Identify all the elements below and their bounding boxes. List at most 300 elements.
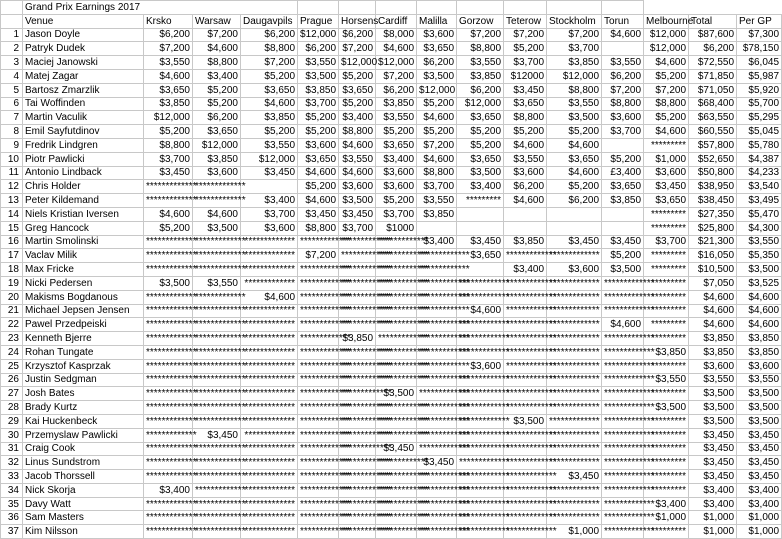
earnings-cell[interactable]: $3,500 <box>193 221 241 235</box>
earnings-cell[interactable]: ************* <box>339 511 376 525</box>
earnings-cell[interactable]: ************* <box>504 525 547 539</box>
earnings-cell[interactable]: $78,150 <box>737 42 782 56</box>
earnings-cell[interactable]: $5,200 <box>298 125 339 139</box>
earnings-cell[interactable]: $3,550 <box>737 373 782 387</box>
row-number[interactable]: 26 <box>1 373 23 387</box>
earnings-cell[interactable]: ************* <box>376 235 417 249</box>
earnings-cell[interactable]: $3,650 <box>457 249 504 263</box>
earnings-cell[interactable]: $3,850 <box>644 345 689 359</box>
earnings-cell[interactable]: ************* <box>193 470 241 484</box>
earnings-cell[interactable]: ************* <box>376 249 417 263</box>
earnings-cell[interactable]: ************* <box>241 373 298 387</box>
earnings-cell[interactable]: ************* <box>376 276 417 290</box>
earnings-cell[interactable]: ************* <box>504 442 547 456</box>
earnings-cell[interactable]: $3,850 <box>689 345 737 359</box>
earnings-cell[interactable]: $3,550 <box>504 152 547 166</box>
earnings-cell[interactable]: ************* <box>241 304 298 318</box>
column-header[interactable]: Cardiff <box>376 14 417 28</box>
rider-name[interactable]: Krzysztof Kasprzak <box>23 359 144 373</box>
earnings-cell[interactable]: $3,500 <box>602 263 644 277</box>
earnings-cell[interactable]: $12,000 <box>376 56 417 70</box>
earnings-cell[interactable]: $12,000 <box>457 97 504 111</box>
earnings-cell[interactable]: ********* <box>644 304 689 318</box>
earnings-cell[interactable]: ************* <box>547 276 602 290</box>
earnings-cell[interactable]: $5,200 <box>298 111 339 125</box>
rider-name[interactable]: Kenneth Bjerre <box>23 332 144 346</box>
column-header[interactable]: Total <box>689 14 737 28</box>
earnings-cell[interactable]: ************* <box>144 470 193 484</box>
earnings-cell[interactable]: ************* <box>547 304 602 318</box>
earnings-cell[interactable]: ************* <box>376 318 417 332</box>
earnings-cell[interactable]: $3,400 <box>457 180 504 194</box>
earnings-cell[interactable]: ************* <box>602 290 644 304</box>
column-header[interactable]: Teterow <box>504 14 547 28</box>
earnings-cell[interactable]: $3,450 <box>737 442 782 456</box>
earnings-cell[interactable] <box>457 221 504 235</box>
earnings-cell[interactable]: $3,450 <box>547 235 602 249</box>
earnings-cell[interactable]: ************* <box>602 387 644 401</box>
earnings-cell[interactable]: ************* <box>339 442 376 456</box>
earnings-cell[interactable]: $5,920 <box>737 83 782 97</box>
earnings-cell[interactable]: $5,200 <box>339 97 376 111</box>
earnings-cell[interactable]: ************* <box>417 373 457 387</box>
earnings-cell[interactable]: $5,295 <box>737 111 782 125</box>
earnings-cell[interactable]: $3,650 <box>547 152 602 166</box>
earnings-cell[interactable]: ************* <box>339 290 376 304</box>
earnings-cell[interactable]: ************* <box>417 290 457 304</box>
earnings-cell[interactable]: $5,200 <box>417 125 457 139</box>
earnings-cell[interactable]: $6,200 <box>193 111 241 125</box>
earnings-cell[interactable]: $4,600 <box>602 28 644 42</box>
earnings-cell[interactable]: $5,350 <box>737 249 782 263</box>
rider-name[interactable]: Max Fricke <box>23 263 144 277</box>
earnings-cell[interactable]: $3,600 <box>689 359 737 373</box>
earnings-cell[interactable]: ************* <box>602 511 644 525</box>
earnings-cell[interactable]: $6,200 <box>417 56 457 70</box>
earnings-cell[interactable] <box>504 207 547 221</box>
earnings-cell[interactable]: $5,200 <box>644 69 689 83</box>
earnings-cell[interactable]: $3,550 <box>417 194 457 208</box>
earnings-cell[interactable]: ************* <box>457 497 504 511</box>
earnings-cell[interactable]: ************* <box>602 497 644 511</box>
earnings-cell[interactable]: ************* <box>547 290 602 304</box>
earnings-cell[interactable]: $4,600 <box>689 318 737 332</box>
earnings-cell[interactable]: ************* <box>602 470 644 484</box>
earnings-cell[interactable]: ************* <box>547 497 602 511</box>
earnings-cell[interactable]: ************* <box>547 414 602 428</box>
earnings-cell[interactable]: ************* <box>193 414 241 428</box>
earnings-cell[interactable]: $3,650 <box>241 83 298 97</box>
earnings-cell[interactable]: ************* <box>241 249 298 263</box>
earnings-cell[interactable]: ************* <box>241 359 298 373</box>
earnings-cell[interactable]: $8,800 <box>144 138 193 152</box>
earnings-cell[interactable]: $5,200 <box>602 249 644 263</box>
earnings-cell[interactable]: $8,800 <box>457 42 504 56</box>
earnings-cell[interactable]: $6,200 <box>689 42 737 56</box>
earnings-cell[interactable]: ************* <box>547 511 602 525</box>
earnings-cell[interactable]: $3,550 <box>644 373 689 387</box>
earnings-cell[interactable]: ************* <box>298 525 339 539</box>
earnings-cell[interactable]: ************* <box>504 497 547 511</box>
earnings-cell[interactable]: ************* <box>339 304 376 318</box>
earnings-cell[interactable]: ************* <box>376 497 417 511</box>
earnings-cell[interactable]: $3,550 <box>241 138 298 152</box>
earnings-cell[interactable]: $3,850 <box>504 235 547 249</box>
earnings-cell[interactable]: ************* <box>298 276 339 290</box>
earnings-cell[interactable]: $4,600 <box>193 207 241 221</box>
earnings-cell[interactable]: ********* <box>644 249 689 263</box>
rider-name[interactable]: Emil Sayfutdinov <box>23 125 144 139</box>
earnings-cell[interactable]: ************* <box>602 401 644 415</box>
earnings-cell[interactable]: $6,200 <box>547 194 602 208</box>
earnings-cell[interactable]: $4,600 <box>602 318 644 332</box>
earnings-cell[interactable]: $3,850 <box>737 332 782 346</box>
earnings-cell[interactable]: $3,850 <box>547 56 602 70</box>
earnings-cell[interactable]: $3,650 <box>144 83 193 97</box>
earnings-cell[interactable]: ************* <box>376 511 417 525</box>
earnings-cell[interactable]: $3,850 <box>737 345 782 359</box>
row-number[interactable]: 10 <box>1 152 23 166</box>
earnings-cell[interactable]: ************* <box>602 428 644 442</box>
earnings-cell[interactable]: ************* <box>339 345 376 359</box>
row-number[interactable]: 31 <box>1 442 23 456</box>
rider-name[interactable]: Michael Jepsen Jensen <box>23 304 144 318</box>
rider-name[interactable]: Kim Nilsson <box>23 525 144 539</box>
earnings-cell[interactable]: $3,850 <box>339 332 376 346</box>
rider-name[interactable]: Sam Masters <box>23 511 144 525</box>
earnings-cell[interactable]: $8,000 <box>376 28 417 42</box>
earnings-cell[interactable]: $5,200 <box>241 125 298 139</box>
earnings-cell[interactable]: ********* <box>644 276 689 290</box>
earnings-cell[interactable]: ************* <box>504 359 547 373</box>
column-header[interactable]: Daugavpils <box>241 14 298 28</box>
earnings-cell[interactable]: $3,700 <box>602 125 644 139</box>
row-number[interactable]: 17 <box>1 249 23 263</box>
earnings-cell[interactable]: ************* <box>339 401 376 415</box>
earnings-cell[interactable]: ********* <box>644 414 689 428</box>
earnings-cell[interactable]: $3,450 <box>737 470 782 484</box>
earnings-cell[interactable]: ************* <box>457 345 504 359</box>
earnings-cell[interactable]: ************* <box>602 373 644 387</box>
earnings-cell[interactable]: $5,700 <box>737 97 782 111</box>
earnings-cell[interactable]: ************* <box>339 456 376 470</box>
earnings-cell[interactable]: $4,600 <box>417 152 457 166</box>
cell[interactable] <box>602 1 644 15</box>
earnings-cell[interactable]: $6,200 <box>504 180 547 194</box>
earnings-cell[interactable]: $5,200 <box>644 111 689 125</box>
row-number[interactable]: 37 <box>1 525 23 539</box>
earnings-cell[interactable]: $3,400 <box>376 152 417 166</box>
earnings-cell[interactable]: ************* <box>193 345 241 359</box>
earnings-cell[interactable]: $3,400 <box>144 483 193 497</box>
earnings-cell[interactable]: ************* <box>417 387 457 401</box>
earnings-cell[interactable]: $8,800 <box>547 83 602 97</box>
earnings-cell[interactable]: $3,600 <box>298 138 339 152</box>
row-number[interactable]: 13 <box>1 194 23 208</box>
rider-name[interactable]: Brady Kurtz <box>23 401 144 415</box>
column-header[interactable]: Venue <box>23 14 144 28</box>
rider-name[interactable]: Jason Doyle <box>23 28 144 42</box>
earnings-cell[interactable]: ************* <box>241 235 298 249</box>
earnings-cell[interactable]: ************* <box>457 387 504 401</box>
earnings-cell[interactable]: ************* <box>457 332 504 346</box>
earnings-cell[interactable]: ************* <box>504 290 547 304</box>
earnings-cell[interactable]: $12,000 <box>193 138 241 152</box>
rider-name[interactable]: Matej Zagar <box>23 69 144 83</box>
earnings-cell[interactable]: ************* <box>193 511 241 525</box>
earnings-cell[interactable]: ************* <box>376 345 417 359</box>
earnings-cell[interactable] <box>602 138 644 152</box>
earnings-cell[interactable]: $4,600 <box>241 97 298 111</box>
earnings-cell[interactable]: ************* <box>193 525 241 539</box>
earnings-cell[interactable]: ************* <box>339 373 376 387</box>
earnings-cell[interactable]: ********* <box>644 428 689 442</box>
earnings-cell[interactable]: $3,650 <box>339 83 376 97</box>
earnings-cell[interactable]: ************* <box>417 401 457 415</box>
earnings-cell[interactable]: ************* <box>193 387 241 401</box>
earnings-cell[interactable]: $5,200 <box>376 194 417 208</box>
earnings-cell[interactable]: ************* <box>547 428 602 442</box>
earnings-cell[interactable]: ************* <box>376 332 417 346</box>
earnings-cell[interactable]: $3,500 <box>144 276 193 290</box>
earnings-cell[interactable]: $5,200 <box>457 125 504 139</box>
rider-name[interactable]: Josh Bates <box>23 387 144 401</box>
earnings-cell[interactable]: ************* <box>193 304 241 318</box>
earnings-cell[interactable]: $72,550 <box>689 56 737 70</box>
rider-name[interactable]: Patryk Dudek <box>23 42 144 56</box>
earnings-cell[interactable]: $3,400 <box>417 235 457 249</box>
earnings-cell[interactable]: $3,450 <box>504 83 547 97</box>
earnings-cell[interactable]: ************* <box>298 428 339 442</box>
earnings-cell[interactable]: £3,400 <box>602 166 644 180</box>
earnings-cell[interactable]: $3,700 <box>298 97 339 111</box>
earnings-cell[interactable]: $3,450 <box>737 456 782 470</box>
earnings-cell[interactable]: $3,850 <box>298 83 339 97</box>
earnings-cell[interactable]: ************* <box>504 332 547 346</box>
earnings-cell[interactable]: ************* <box>193 194 241 208</box>
earnings-cell[interactable]: $4,600 <box>689 290 737 304</box>
earnings-cell[interactable]: $4,600 <box>689 304 737 318</box>
earnings-cell[interactable]: $6,200 <box>241 28 298 42</box>
earnings-cell[interactable]: ************* <box>339 276 376 290</box>
column-header[interactable]: Krsko <box>144 14 193 28</box>
earnings-cell[interactable] <box>602 42 644 56</box>
earnings-cell[interactable]: $10,500 <box>689 263 737 277</box>
rider-name[interactable]: Nicki Pedersen <box>23 276 144 290</box>
rider-name[interactable]: Jacob Thorssell <box>23 470 144 484</box>
earnings-cell[interactable]: ************* <box>241 401 298 415</box>
earnings-cell[interactable]: ************* <box>241 318 298 332</box>
earnings-cell[interactable]: $12,000 <box>644 42 689 56</box>
earnings-cell[interactable]: $3,525 <box>737 276 782 290</box>
column-header[interactable]: Prague <box>298 14 339 28</box>
earnings-cell[interactable]: $5,200 <box>417 97 457 111</box>
earnings-cell[interactable]: ********* <box>644 470 689 484</box>
row-number[interactable]: 6 <box>1 97 23 111</box>
earnings-cell[interactable]: $3,650 <box>504 97 547 111</box>
row-number[interactable]: 14 <box>1 207 23 221</box>
earnings-cell[interactable]: ************* <box>144 249 193 263</box>
earnings-cell[interactable]: ************* <box>298 414 339 428</box>
earnings-cell[interactable]: $5,200 <box>376 125 417 139</box>
earnings-cell[interactable]: $7,200 <box>457 28 504 42</box>
earnings-cell[interactable]: $12,000 <box>644 28 689 42</box>
earnings-cell[interactable]: ************* <box>298 497 339 511</box>
earnings-cell[interactable]: $71,050 <box>689 83 737 97</box>
column-header[interactable]: Torun <box>602 14 644 28</box>
earnings-cell[interactable]: $4,600 <box>644 56 689 70</box>
earnings-cell[interactable]: $63,550 <box>689 111 737 125</box>
earnings-cell[interactable]: ************* <box>241 525 298 539</box>
earnings-cell[interactable]: ************* <box>547 373 602 387</box>
earnings-cell[interactable]: $3,650 <box>193 125 241 139</box>
earnings-cell[interactable]: ************* <box>417 497 457 511</box>
cell[interactable] <box>504 1 547 15</box>
row-number[interactable]: 5 <box>1 83 23 97</box>
earnings-cell[interactable]: $3,650 <box>376 138 417 152</box>
earnings-cell[interactable]: ************* <box>144 332 193 346</box>
earnings-cell[interactable]: ************* <box>417 318 457 332</box>
earnings-cell[interactable]: $4,387 <box>737 152 782 166</box>
earnings-cell[interactable]: ************* <box>504 318 547 332</box>
earnings-cell[interactable]: $7,200 <box>644 83 689 97</box>
earnings-cell[interactable]: ************* <box>339 387 376 401</box>
earnings-cell[interactable]: ************* <box>547 387 602 401</box>
earnings-cell[interactable]: $3,600 <box>376 180 417 194</box>
earnings-cell[interactable]: $3,600 <box>737 359 782 373</box>
earnings-cell[interactable]: ************* <box>339 263 376 277</box>
row-number[interactable]: 18 <box>1 263 23 277</box>
earnings-cell[interactable]: ************* <box>144 456 193 470</box>
earnings-cell[interactable]: $5,200 <box>339 69 376 83</box>
earnings-cell[interactable]: $4,600 <box>376 42 417 56</box>
earnings-cell[interactable]: ************* <box>241 332 298 346</box>
earnings-cell[interactable]: $6,200 <box>339 28 376 42</box>
earnings-cell[interactable]: ************* <box>602 442 644 456</box>
earnings-cell[interactable]: $5,987 <box>737 69 782 83</box>
rider-name[interactable]: Greg Hancock <box>23 221 144 235</box>
earnings-cell[interactable]: ************* <box>241 442 298 456</box>
earnings-cell[interactable]: $4,600 <box>241 290 298 304</box>
earnings-cell[interactable]: $7,200 <box>504 28 547 42</box>
earnings-cell[interactable] <box>457 207 504 221</box>
earnings-cell[interactable]: $3,600 <box>376 166 417 180</box>
earnings-cell[interactable]: $3,700 <box>417 180 457 194</box>
earnings-cell[interactable]: $3,450 <box>689 428 737 442</box>
earnings-cell[interactable]: $4,233 <box>737 166 782 180</box>
earnings-cell[interactable]: $4,300 <box>737 221 782 235</box>
earnings-cell[interactable]: ************* <box>376 483 417 497</box>
earnings-cell[interactable]: ************* <box>504 249 547 263</box>
earnings-cell[interactable]: $6,200 <box>144 28 193 42</box>
earnings-cell[interactable]: ************* <box>547 456 602 470</box>
earnings-cell[interactable]: ************* <box>504 304 547 318</box>
earnings-cell[interactable]: ********* <box>644 456 689 470</box>
earnings-cell[interactable]: ************* <box>193 318 241 332</box>
earnings-cell[interactable]: ************* <box>376 290 417 304</box>
earnings-cell[interactable]: $1,000 <box>737 511 782 525</box>
earnings-cell[interactable]: $3,850 <box>417 207 457 221</box>
earnings-cell[interactable]: $5,045 <box>737 125 782 139</box>
column-header[interactable]: Per GP <box>737 14 782 28</box>
earnings-cell[interactable]: $1,000 <box>689 511 737 525</box>
earnings-cell[interactable]: $8,800 <box>193 56 241 70</box>
earnings-cell[interactable]: $3,450 <box>547 470 602 484</box>
earnings-cell[interactable]: $5,200 <box>504 125 547 139</box>
earnings-cell[interactable]: $7,200 <box>417 138 457 152</box>
earnings-cell[interactable]: ************* <box>504 387 547 401</box>
earnings-cell[interactable]: $3,550 <box>339 152 376 166</box>
earnings-cell[interactable]: ************* <box>298 263 339 277</box>
earnings-cell[interactable]: ********* <box>644 483 689 497</box>
earnings-cell[interactable]: ************* <box>376 456 417 470</box>
earnings-cell[interactable]: $7,200 <box>602 83 644 97</box>
cell[interactable] <box>376 1 417 15</box>
earnings-cell[interactable]: $3,700 <box>547 42 602 56</box>
earnings-cell[interactable]: ************* <box>547 345 602 359</box>
rider-name[interactable]: Pawel Przedpeiski <box>23 318 144 332</box>
earnings-cell[interactable]: $57,800 <box>689 138 737 152</box>
earnings-cell[interactable]: $3,540 <box>737 180 782 194</box>
earnings-cell[interactable]: ************* <box>457 414 504 428</box>
earnings-cell[interactable]: $3,550 <box>737 235 782 249</box>
earnings-cell[interactable] <box>417 221 457 235</box>
earnings-cell[interactable]: $3,600 <box>644 166 689 180</box>
earnings-cell[interactable]: ************* <box>504 373 547 387</box>
earnings-cell[interactable]: ************* <box>547 249 602 263</box>
earnings-cell[interactable]: $3,850 <box>376 97 417 111</box>
cell[interactable] <box>1 1 23 15</box>
earnings-cell[interactable]: $3,500 <box>547 111 602 125</box>
rider-name[interactable]: Antonio Lindback <box>23 166 144 180</box>
earnings-cell[interactable]: ************* <box>417 414 457 428</box>
earnings-cell[interactable]: ************* <box>144 304 193 318</box>
earnings-cell[interactable]: ************* <box>376 263 417 277</box>
row-number[interactable]: 27 <box>1 387 23 401</box>
earnings-cell[interactable]: ************* <box>298 442 339 456</box>
earnings-cell[interactable]: ************* <box>144 194 193 208</box>
earnings-cell[interactable]: $3,600 <box>193 166 241 180</box>
earnings-cell[interactable]: $3,550 <box>376 111 417 125</box>
earnings-cell[interactable]: $3,850 <box>457 69 504 83</box>
earnings-cell[interactable]: $7,200 <box>241 56 298 70</box>
rider-name[interactable]: Kai Huckenbeck <box>23 414 144 428</box>
earnings-cell[interactable]: $4,600 <box>417 111 457 125</box>
row-number[interactable]: 22 <box>1 318 23 332</box>
earnings-cell[interactable]: ************* <box>547 483 602 497</box>
earnings-cell[interactable]: ************* <box>298 387 339 401</box>
earnings-cell[interactable]: $6,200 <box>457 83 504 97</box>
earnings-cell[interactable]: ************* <box>602 345 644 359</box>
earnings-cell[interactable]: $3,450 <box>339 207 376 221</box>
earnings-cell[interactable]: $8,800 <box>298 221 339 235</box>
earnings-cell[interactable]: $12,000 <box>547 69 602 83</box>
earnings-cell[interactable]: $3,500 <box>298 69 339 83</box>
earnings-cell[interactable]: ************* <box>376 414 417 428</box>
cell[interactable] <box>417 1 457 15</box>
earnings-cell[interactable]: $5,200 <box>193 97 241 111</box>
rider-name[interactable]: Bartosz Zmarzlik <box>23 83 144 97</box>
column-header[interactable]: Warsaw <box>193 14 241 28</box>
earnings-cell[interactable]: $3,400 <box>644 497 689 511</box>
earnings-cell[interactable]: $3,495 <box>737 194 782 208</box>
earnings-cell[interactable]: ************* <box>193 235 241 249</box>
earnings-cell[interactable]: $5,200 <box>547 180 602 194</box>
earnings-cell[interactable]: $3,600 <box>602 111 644 125</box>
earnings-cell[interactable]: ************* <box>193 290 241 304</box>
earnings-cell[interactable]: ************* <box>298 345 339 359</box>
earnings-cell[interactable]: $38,450 <box>689 194 737 208</box>
